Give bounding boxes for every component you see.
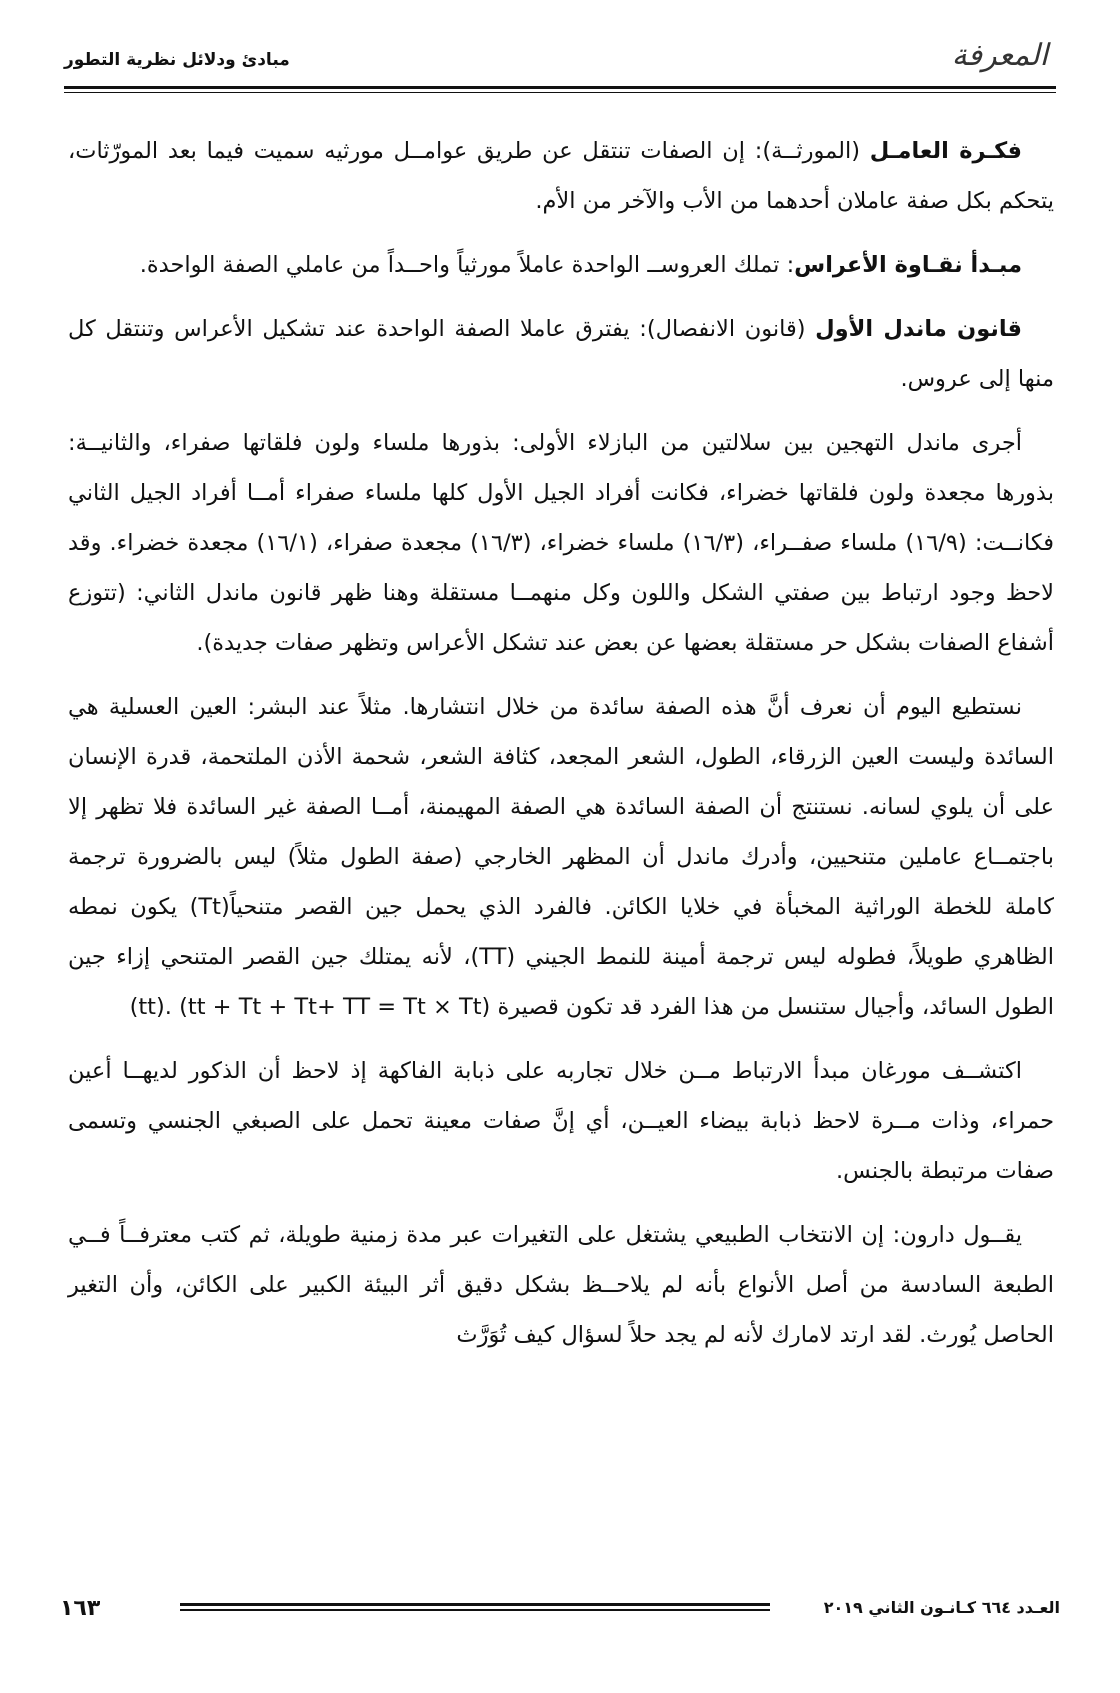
article-body xyxy=(68,126,1054,1374)
running-title: مبادئ ودلائل نظرية التطور xyxy=(64,50,290,70)
paragraph-lead: قانون ماندل الأول xyxy=(815,316,1022,342)
paragraph-text: اكتشــف مورغان مبدأ الارتباط مــن خلال تجاربه على ذبابة الفاكهة إذ لاحظ أن الذكور لديهــا أعين حمراء، وذات مــرة لاحظ ذبابة بيضاء العيــن، أي إنَّ صفات معينة تحمل على الصبغي الجنسي وتسمى صفات مرتبطة بالجنس. xyxy=(68,1058,1054,1184)
paragraph xyxy=(68,304,1054,404)
footer-rule xyxy=(180,1603,770,1606)
page-footer xyxy=(60,1596,1060,1626)
paragraph-text: أجرى ماندل التهجين بين سلالتين من البازلاء الأولى: بذورها ملساء ولون فلقاتها صفراء، والثانيــة: بذورها مجعدة ولون فلقاتها خضراء، فكانت أفراد الجيل الأول كلها ملساء صفراء أمــا أفراد الجيل الثاني فكانــت: (١٦/٩) ملساء صفــراء، (١٦/٣) ملساء خضراء، (١٦/٣) مجعدة صفراء، (١٦/١) مجعدة خضراء. وقد لاحظ وجود ارتباط بين صفتي الشكل واللون وكل منهمــا مستقلة وهنا ظهر قانون ماندل الثاني: (تتوزع أشفاع الصفات بشكل حر مستقلة بعضها عن بعض عند تشكل الأعراس وتظهر صفات جديدة). xyxy=(68,430,1055,656)
magazine-logo: المعرفة xyxy=(951,38,1048,73)
paragraph xyxy=(68,1046,1054,1196)
paragraph xyxy=(68,240,1054,290)
header-rule-thin xyxy=(64,92,1056,93)
paragraph-text: يقــول دارون: إن الانتخاب الطبيعي يشتغل على التغيرات عبر مدة زمنية طويلة، ثم كتب معترفــاً فــي الطبعة السادسة من أصل الأنواع بأنه لم يلاحــظ بشكل دقيق أثر البيئة الكبير على الكائن، وأن التغير الحاصل يُورث. لقد ارتد لامارك لأنه لم يجد حلاً لسؤال كيف تُوَرَّث xyxy=(68,1222,1054,1348)
paragraph xyxy=(68,1210,1054,1360)
paragraph xyxy=(68,126,1054,226)
paragraph-text: (المورثــة): إن الصفات تنتقل عن طريق عوامــل مورثيه سميت فيما بعد المورّثات، يتحكم بكل صفة عاملان أحدهما من الأب والآخر من الأم. xyxy=(68,138,1054,214)
footer-rule-thin xyxy=(180,1609,770,1611)
header-rule xyxy=(64,86,1056,89)
page-number: ١٦٣ xyxy=(60,1596,101,1621)
paragraph xyxy=(68,418,1054,668)
paragraph-lead: فكـرة العامـل xyxy=(869,138,1023,164)
paragraph xyxy=(68,682,1054,1032)
paragraph-lead: مبـدأ نقـاوة الأعراس xyxy=(794,252,1022,278)
paragraph-text: (قانون الانفصال): يفترق عاملا الصفة الواحدة عند تشكيل الأعراس وتنتقل كل منها إلى عروس. xyxy=(68,316,1054,392)
paragraph-text: نستطيع اليوم أن نعرف أنَّ هذه الصفة سائدة من خلال انتشارها. مثلاً عند البشر: العين العسلية هي السائدة وليست العين الزرقاء، الطول، الشعر المجعد، كثافة الشعر، شحمة الأذن الملتحمة، قدرة الإنسان على أن يلوي لسانه. نستنتج أن الصفة السائدة هي الصفة المهيمنة، أمــا الصفة غير السائدة فلا تظهر إلا باجتمــاع عاملين متنحيين، وأدرك ماندل أن المظهر الخارجي (صفة الطول مثلاً) ليس بالضرورة ترجمة كاملة للخطة الوراثية المخبأة في خلايا الكائن. فالفرد الذي يحمل جين القصر متنحياً(Tt) يكون نمطه الظاهري طويلاً، فطوله ليس ترجمة أمينة للنمط الجيني (TT)، لأنه يمتلك جين القصر المتنحي إزاء جين الطول السائد، وأجيال ستنسل من هذا الفرد قد تكون قصيرة (tt + Tt + Tt+ TT = Tt × Tt) .(tt) xyxy=(68,694,1054,1020)
issue-info: العـدد ٦٦٤ كـانـون الثاني ٢٠١٩ xyxy=(823,1598,1060,1617)
paragraph-text: : تملك العروســ الواحدة عاملاً مورثياً واحــداً من عاملي الصفة الواحدة. xyxy=(139,252,795,278)
page-header xyxy=(64,38,1056,78)
